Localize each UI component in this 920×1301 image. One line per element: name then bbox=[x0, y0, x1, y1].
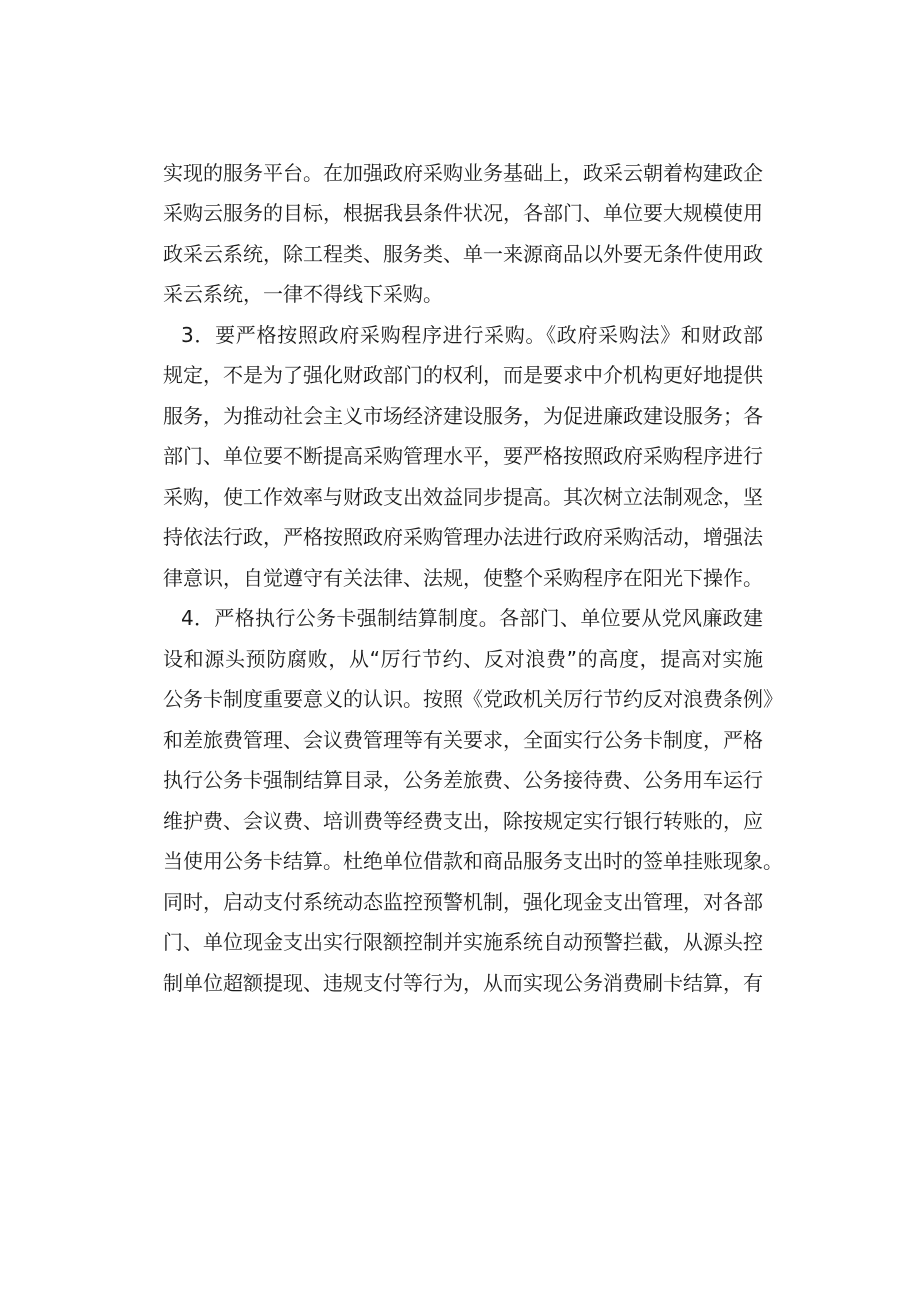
text-line: 执行公务卡强制结算目录，公务差旅费、公务接待费、公务用车运行 bbox=[163, 768, 763, 792]
text-line: 采购，使工作效率与财政支出效益同步提高。其次树立法制观念，坚 bbox=[163, 485, 763, 509]
text-line: 实现的服务平台。在加强政府采购业务基础上，政采云朝着构建政企 bbox=[163, 161, 763, 185]
text-line: 服务，为推动社会主义市场经济建设服务，为促进廉政建设服务；各 bbox=[163, 404, 763, 428]
text-line: 设和源头预防腐败，从“厉行节约、反对浪费”的高度，提高对实施 bbox=[163, 647, 763, 671]
text-line: 和差旅费管理、会议费管理等有关要求，全面实行公务卡制度，严格 bbox=[163, 728, 763, 752]
text-line: 维护费、会议费、培训费等经费支出，除按规定实行银行转账的，应 bbox=[163, 809, 763, 833]
text-line: 采云系统，一律不得线下采购。 bbox=[163, 282, 443, 306]
text-line: 规定，不是为了强化财政部门的权利，而是要求中介机构更好地提供 bbox=[163, 363, 763, 387]
text-line: 律意识，自觉遵守有关法律、法规，使整个采购程序在阳光下操作。 bbox=[163, 566, 763, 590]
text-line: 持依法行政，严格按照政府采购管理办法进行政府采购活动，增强法 bbox=[163, 525, 763, 549]
text-line: 政采云系统，除工程类、服务类、单一来源商品以外要无条件使用政 bbox=[163, 242, 763, 266]
text-line: 部门、单位要不断提高采购管理水平，要严格按照政府采购程序进行 bbox=[163, 444, 763, 468]
text-line: 当使用公务卡结算。杜绝单位借款和商品服务支出时的签单挂账现象。 bbox=[163, 849, 783, 873]
text-line: 3．要严格按照政府采购程序进行采购。《政府采购法》和财政部 bbox=[181, 323, 763, 347]
text-line: 制单位超额提现、违规支付等行为，从而实现公务消费刷卡结算，有 bbox=[163, 971, 763, 995]
text-line: 同时，启动支付系统动态监控预警机制，强化现金支出管理，对各部 bbox=[163, 890, 763, 914]
text-line: 4．严格执行公务卡强制结算制度。各部门、单位要从党风廉政建 bbox=[181, 606, 763, 630]
text-line: 公务卡制度重要意义的认识。按照《党政机关厉行节约反对浪费条例》 bbox=[163, 687, 783, 711]
text-line: 采购云服务的目标，根据我县条件状况，各部门、单位要大规模使用 bbox=[163, 201, 763, 225]
text-line: 门、单位现金支出实行限额控制并实施系统自动预警拦截，从源头控 bbox=[163, 930, 763, 954]
